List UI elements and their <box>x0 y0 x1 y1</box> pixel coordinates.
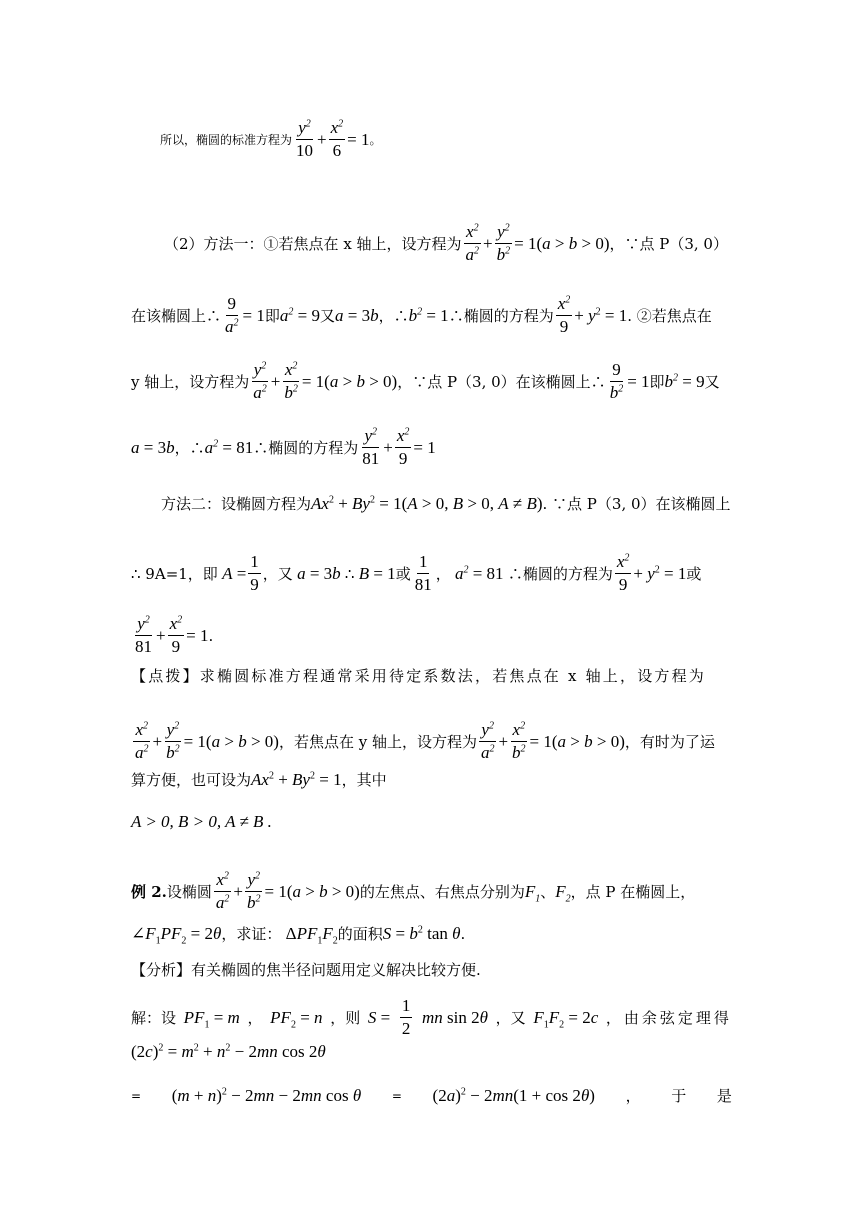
line-tip-equations: $\frac{x^2}{a^2}$ + $\frac{y^2}{b^2}$ = 1(a > b > 0) ，若焦点在 y 轴上，设方程为 $\frac{y^2}{a^2}$ + $\frac{x^2}{b^2}$ = 1(a > b > 0) ，有时为了运 <box>135 720 715 762</box>
line-method-two-result: ∴ 9A=1，即 A = $\frac{1}{9}$ ，又 a = 3b ∴ B = 1 或 $\frac{1}{81}$ ， $a^2$ = 81 ∴椭圆的方程为 $\frac{x^2}{9}$ + $y^2 = 1$ 或 <box>131 552 702 594</box>
line-example-2-claim: $\angle F_1PF_2 = 2\theta$ ，求证： $\Delta PF_1F_2$ 的面积 $S = b^2$ tan θ . <box>131 924 466 947</box>
line-tip-conditions: A > 0, B > 0, A ≠ B . <box>131 812 272 831</box>
fraction: $\frac{x^2}{9}$ <box>616 552 630 594</box>
fraction: $\frac{9}{b^2}$ <box>609 360 624 402</box>
line-derivation: = $(m + n)^2 - 2mn - 2mn$ cos θ = $(2a)^2 - 2mn(1 + \cos 2\theta)$ ， 于 是 <box>131 1086 732 1105</box>
line-method-two: 方法二：设椭圆方程为 $Ax^2 + By^2 = 1(A > 0$, B > 0, A ≠ B) . ∵点 P（3, 0）在该椭圆上 <box>161 494 731 513</box>
fraction: $\frac{x^2}{b^2}$ <box>284 360 298 402</box>
fraction: $\frac{9}{a^2}$ <box>225 294 239 336</box>
fraction: $\frac{x^2}{a^2}$ <box>135 720 149 762</box>
line-method-one: （2）方法一：①若焦点在 x 轴上，设方程为 $\frac{x^2}{a^2}$ + $\frac{y^2}{b^2}$ = 1(a > b > 0) ，∵点 P（3, 0） <box>164 222 728 264</box>
fraction: $\frac{x^2}{9}$ <box>557 294 571 336</box>
line-example-2: 例 2. 设椭圆 $\frac{x^2}{a^2}$ + $\frac{y^2}{b^2}$ = 1(a > b > 0) 的左焦点、右焦点分别为 $F_1$ 、 $F_2$ ，点 P 在椭圆上， <box>131 870 696 912</box>
line-solution-x-axis: 在该椭圆上∴ $\frac{9}{a^2}$ = 1 即 $a^2$ = 9 又 a = 3b ，∴ $b^2$ = 1 ∴椭圆的方程为 $\frac{x^2}{9}$ + $y^2 = 1$ . ②若焦点在 <box>131 294 712 336</box>
fraction: $\frac{x^2}{9}$ <box>396 426 410 468</box>
fraction: $\frac{y^2}{b^2}$ <box>247 870 261 912</box>
line-tip-heading: 【点拨】求椭圆标准方程通常采用待定系数法，若焦点在 x 轴上，设方程为 <box>131 667 706 685</box>
fraction: $\frac{1}{9}$ <box>250 552 259 594</box>
fraction: $\frac{y^2}{81}$ <box>362 426 380 468</box>
fraction: $\frac{1}{2}$ <box>401 996 411 1038</box>
fraction: $\frac{y^2}{a^2}$ <box>480 720 495 762</box>
fraction: $\frac{x^2}{6}$ <box>330 118 344 160</box>
fraction: $\frac{y^2}{b^2}$ <box>496 222 511 264</box>
fraction: $\frac{1}{81}$ <box>414 552 432 594</box>
line-cosine-law: $(2c)^2 = m^2 + n^2 - 2mn$ cos 2θ <box>131 1042 326 1061</box>
fraction: $\frac{x^2}{b^2}$ <box>512 720 526 762</box>
line-analysis: 【分析】有关椭圆的焦半径问题用定义解决比较方便. <box>131 961 481 979</box>
line-y-axis-case: y 轴上，设方程为 $\frac{y^2}{a^2}$ + $\frac{x^2}{b^2}$ = 1(a > b > 0) ，∵点 P（3, 0）在该椭圆上∴ $\frac{9}{b^2}$ = 1 即 $b^2$ = 9 又 <box>131 360 720 402</box>
line-tip-general-form: 算方便，也可设为 $Ax^2 + By^2 = 1$ ，其中 <box>131 770 387 789</box>
fraction: $\frac{x^2}{9}$ <box>169 614 183 656</box>
fraction: $\frac{y^2}{81}$ <box>135 614 152 656</box>
line-y-axis-result: a = 3b ，∴ $a^2$ = 81 ∴椭圆的方程为 $\frac{y^2}{81}$ + $\frac{x^2}{9}$ = 1 <box>131 426 436 468</box>
fraction: $\frac{x^2}{a^2}$ <box>215 870 230 912</box>
fraction: $\frac{y^2}{b^2}$ <box>166 720 180 762</box>
line-standard-equation: 所以，椭圆的标准方程为 $\frac{y^2}{10}$ + $\frac{x^2}{6}$ = 1 。 <box>160 118 382 160</box>
fraction: $\frac{y^2}{a^2}$ <box>253 360 267 402</box>
line-solution-start: 解：设 $PF_1 = m$ ， $PF_2 = n$ ，则 S = $\frac{1}{2}$ mn sin 2θ ，又 $F_1F_2 = 2c$ ，由余弦定理得 <box>131 996 732 1038</box>
fraction: $\frac{x^2}{a^2}$ <box>465 222 480 264</box>
line-method-two-alt: $\frac{y^2}{81}$ + $\frac{x^2}{9}$ = 1 . <box>135 614 214 656</box>
fraction: $\frac{y^2}{10}$ <box>296 118 314 160</box>
